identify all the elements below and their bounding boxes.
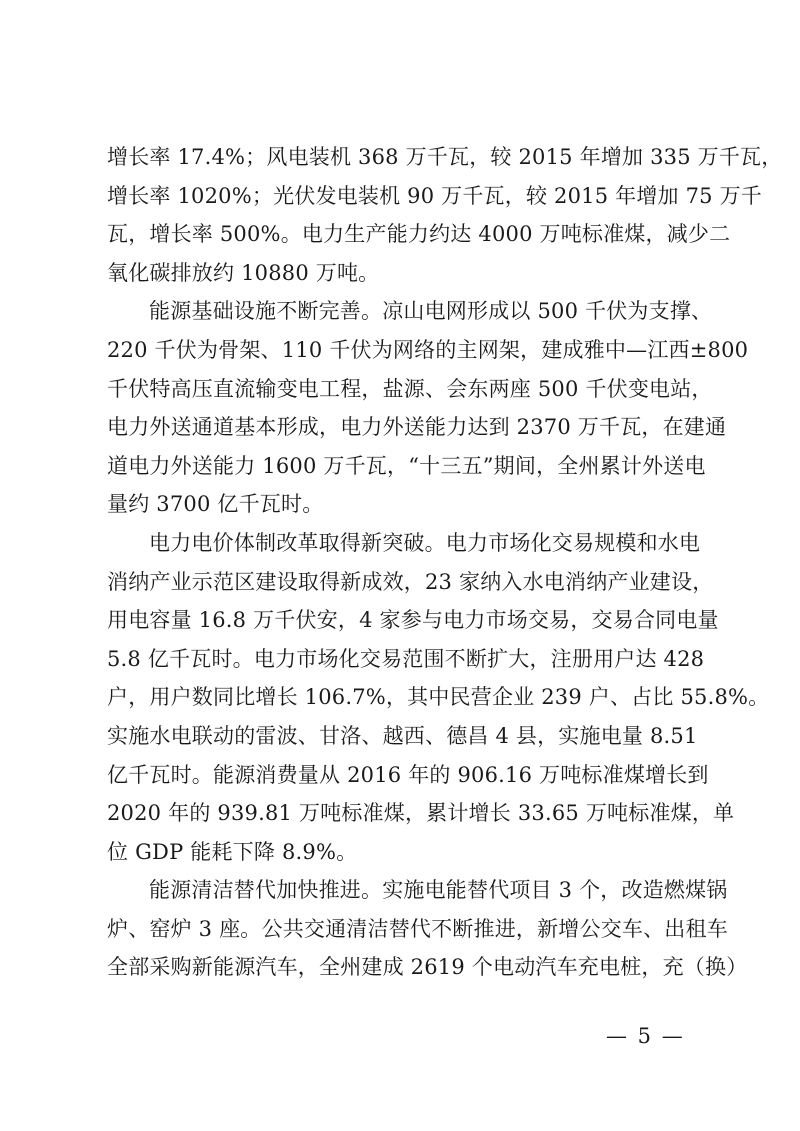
text-line: 电力外送通道基本形成，电力外送能力达到 2370 万千瓦，在建通 — [107, 415, 727, 440]
text-line: 瓦，增长率 500%。电力生产能力约达 4000 万吨标准煤，减少二 — [107, 222, 731, 247]
text-line: 炉、窑炉 3 座。公共交通清洁替代不断推进，新增公交车、出租车 — [107, 916, 728, 941]
text-line: 氧化碳排放约 10880 万吨。 — [107, 260, 380, 285]
text-line: 消纳产业示范区建设取得新成效，23 家纳入水电消纳产业建设， — [107, 569, 714, 594]
text-line: 电力电价体制改革取得新突破。电力市场化交易规模和水电 — [149, 530, 701, 555]
paragraph-energy-infrastructure — [107, 292, 749, 524]
body-text — [107, 138, 783, 987]
text-line: 量约 3700 亿千瓦时。 — [107, 492, 324, 517]
text-line: 2020 年的 939.81 万吨标准煤，累计增长 33.65 万吨标准煤，单 — [107, 801, 735, 826]
text-line: 用电容量 16.8 万千伏安，4 家参与电力市场交易，交易合同电量 — [107, 608, 719, 633]
text-line: 5.8 亿千瓦时。电力市场化交易范围不断扩大，注册用户达 428 — [107, 646, 705, 671]
text-line: 位 GDP 能耗下降 8.9%。 — [107, 839, 358, 864]
text-line: 能源基础设施不断完善。凉山电网形成以 500 千伏为支撑、 — [149, 299, 713, 324]
text-line: 户，用户数同比增长 106.7%，其中民营企业 239 户、占比 55.8%。 — [107, 685, 770, 710]
text-line: 千伏特高压直流输变电工程，盐源、会东两座 500 千伏变电站， — [107, 376, 713, 401]
page-number: — 5 — — [606, 1024, 685, 1048]
text-line: 增长率 17.4%；风电装机 368 万千瓦，较 2015 年增加 335 万千瓦， — [107, 145, 783, 169]
paragraph-power-capacity — [107, 138, 783, 292]
text-line: 能源清洁替代加快推进。实施电能替代项目 3 个，改造燃煤锅 — [149, 878, 728, 903]
text-line: 实施水电联动的雷波、甘洛、越西、德昌 4 县，实施电量 8.51 — [107, 723, 698, 748]
text-line: 亿千瓦时。能源消费量从 2016 年的 906.16 万吨标准煤增长到 — [107, 762, 709, 787]
text-line: 220 千伏为骨架、110 千伏为网络的主网架，建成雅中—江西±800 — [107, 337, 749, 362]
text-line: 道电力外送能力 1600 万千瓦，“十三五”期间，全州累计外送电 — [107, 453, 706, 478]
text-line: 全部采购新能源汽车，全州建成 2619 个电动汽车充电桩，充（换） — [107, 955, 748, 980]
paragraph-electricity-price-reform — [107, 524, 770, 871]
paragraph-clean-energy-substitution — [107, 871, 748, 987]
text-line: 增长率 1020%；光伏发电装机 90 万千瓦，较 2015 年增加 75 万千 — [107, 183, 763, 208]
